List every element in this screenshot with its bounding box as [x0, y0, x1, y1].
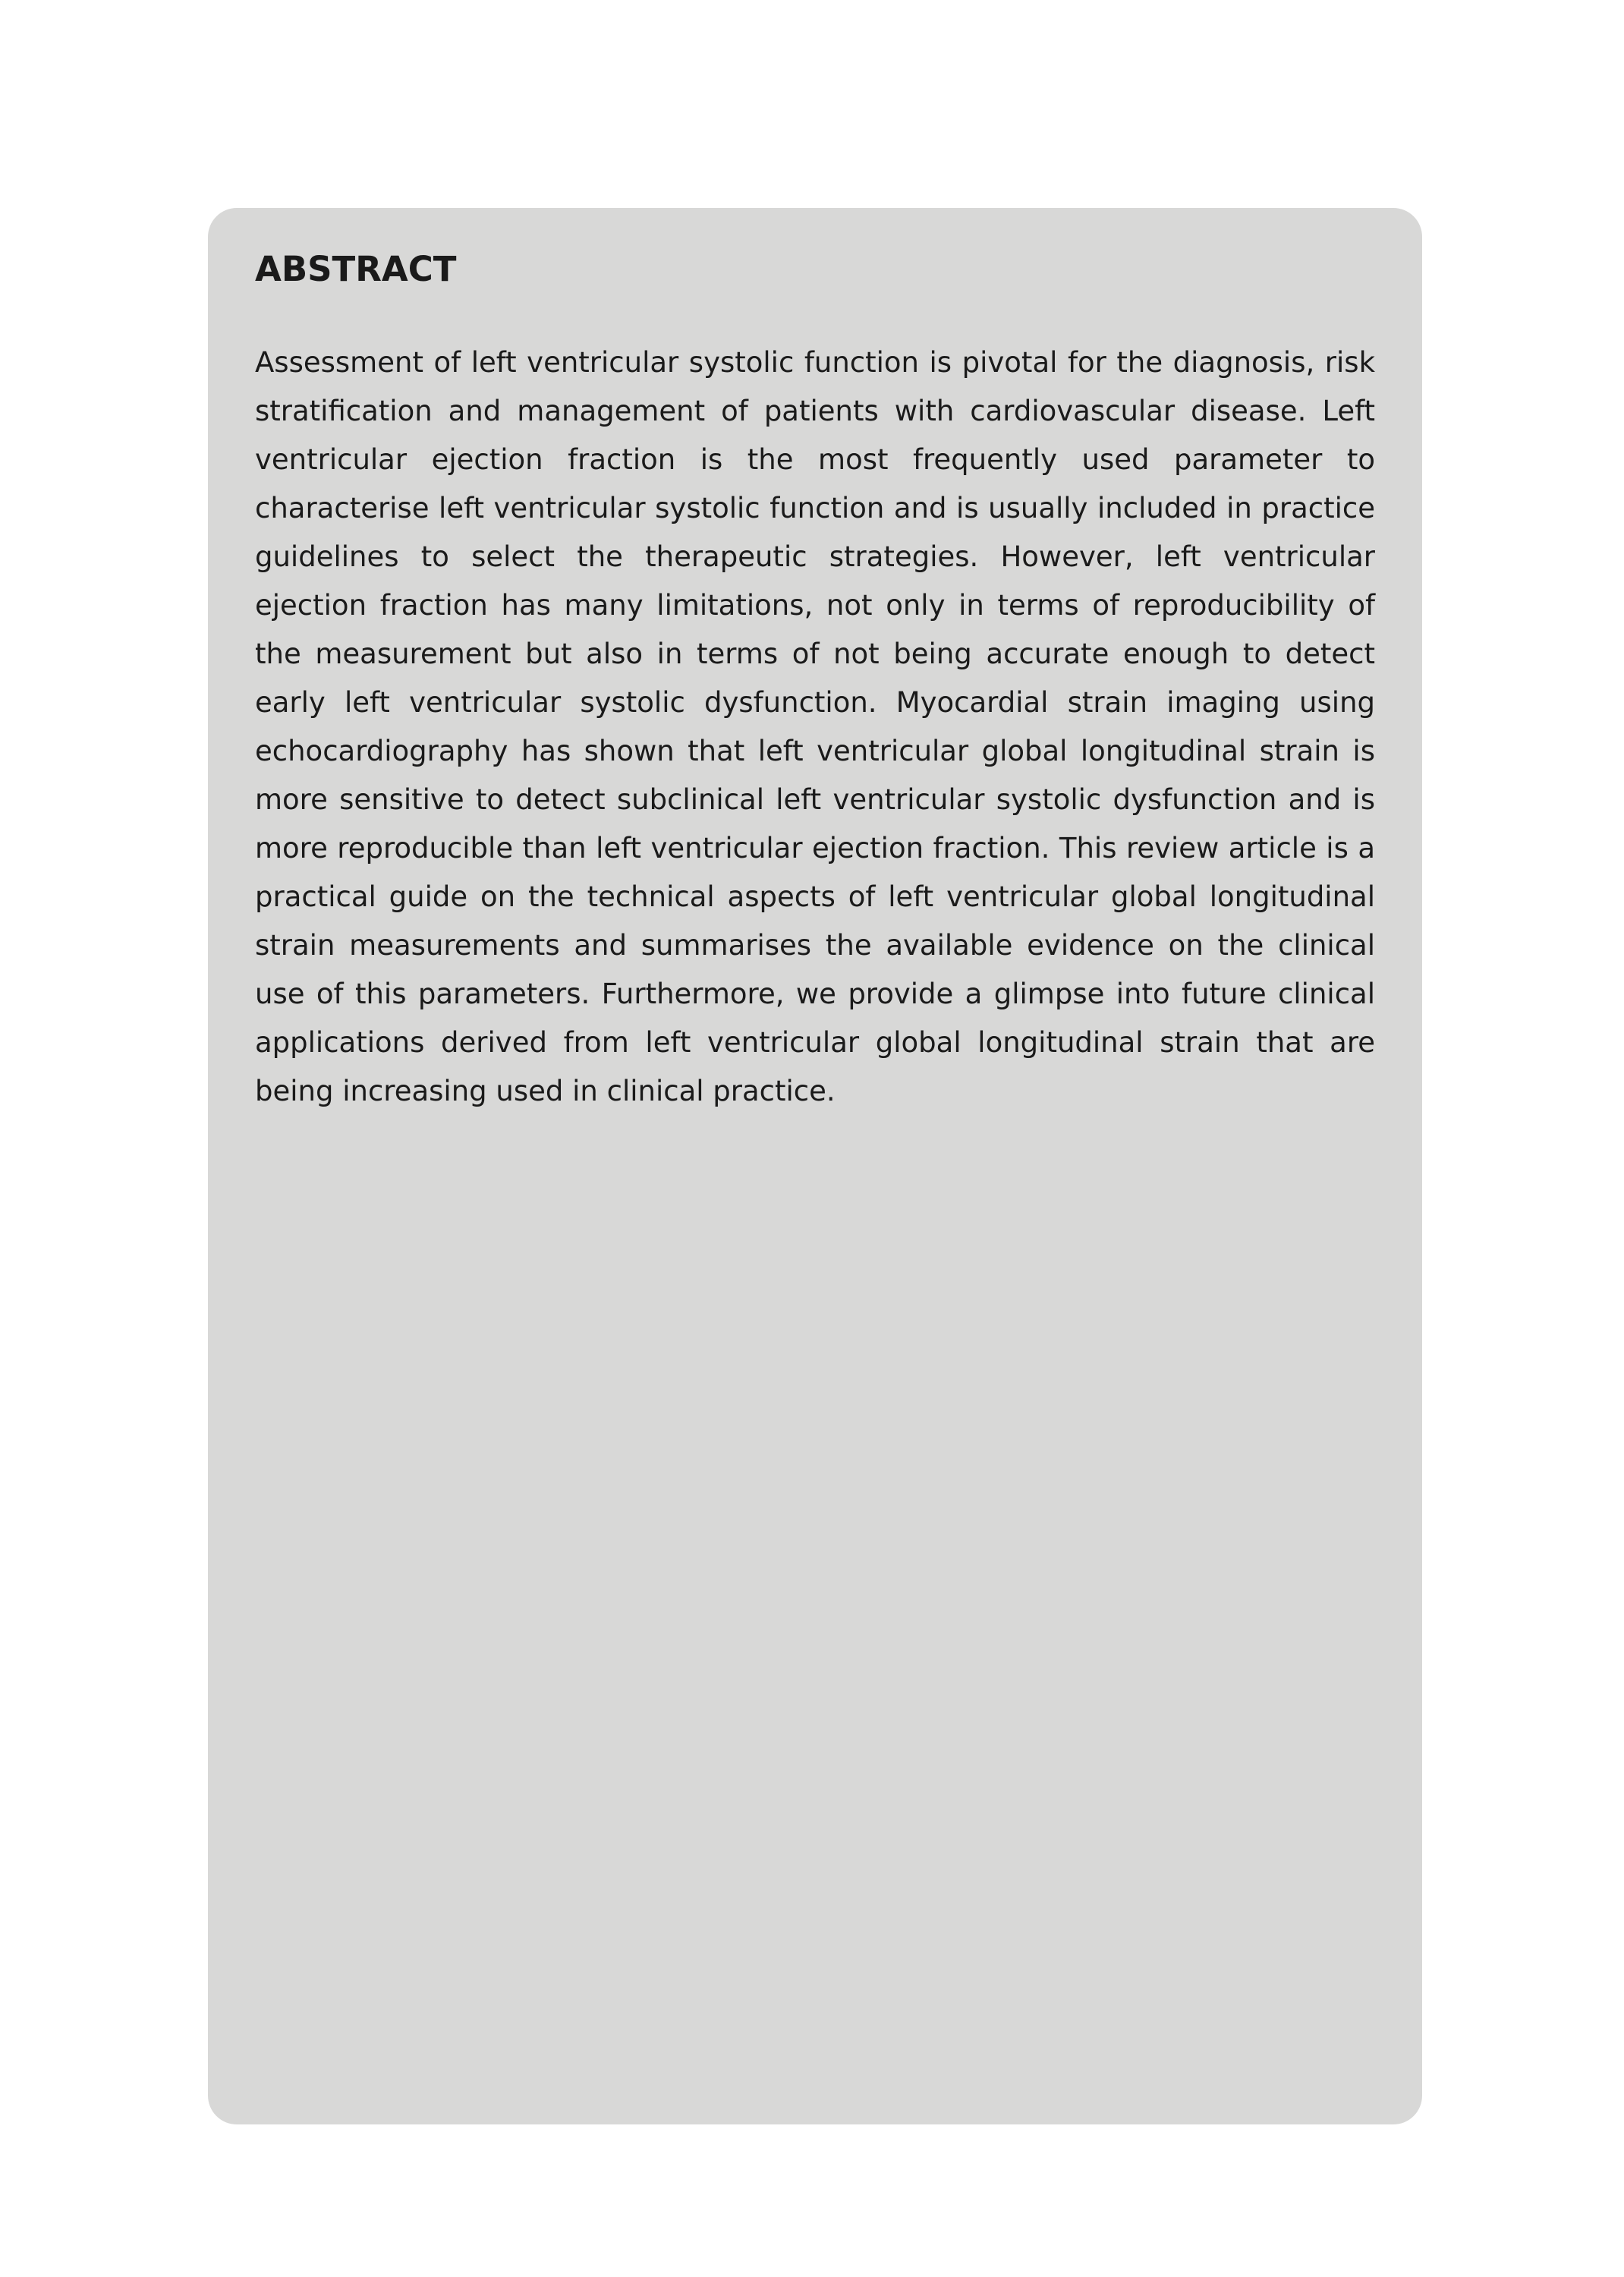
- abstract-panel: [208, 208, 1422, 2124]
- abstract-heading: ABSTRACT: [255, 249, 457, 289]
- abstract-body-text: Assessment of left ventricular systolic function is pivotal for the diagnosis, risk stratification and management of patients with cardiovascular disease. Left ventricular ejection fraction is the most frequently used parameter to characterise left ventricular systolic function and is usually included in practice guidelines to select the therapeutic strategies. However, left ventricular ejection fraction has many limitations, not only in terms of reproducibility of the measurement but also in terms of not being accurate enough to detect early left ventricular systolic dysfunction. Myocardial strain imaging using echocardiography has shown that left ventricular global longitudinal strain is more sensitive to detect subclinical left ventricular systolic dysfunction and is more reproducible than left ventricular ejection fraction. This review article is a practical guide on the technical aspects of left ventricular global longitudinal strain measurements and summarises the available evidence on the clinical use of this parameters. Furthermore, we provide a glimpse into future clinical applications derived from left ventricular global longitudinal strain that are being increasing used in clinical practice.: [255, 346, 1375, 1107]
